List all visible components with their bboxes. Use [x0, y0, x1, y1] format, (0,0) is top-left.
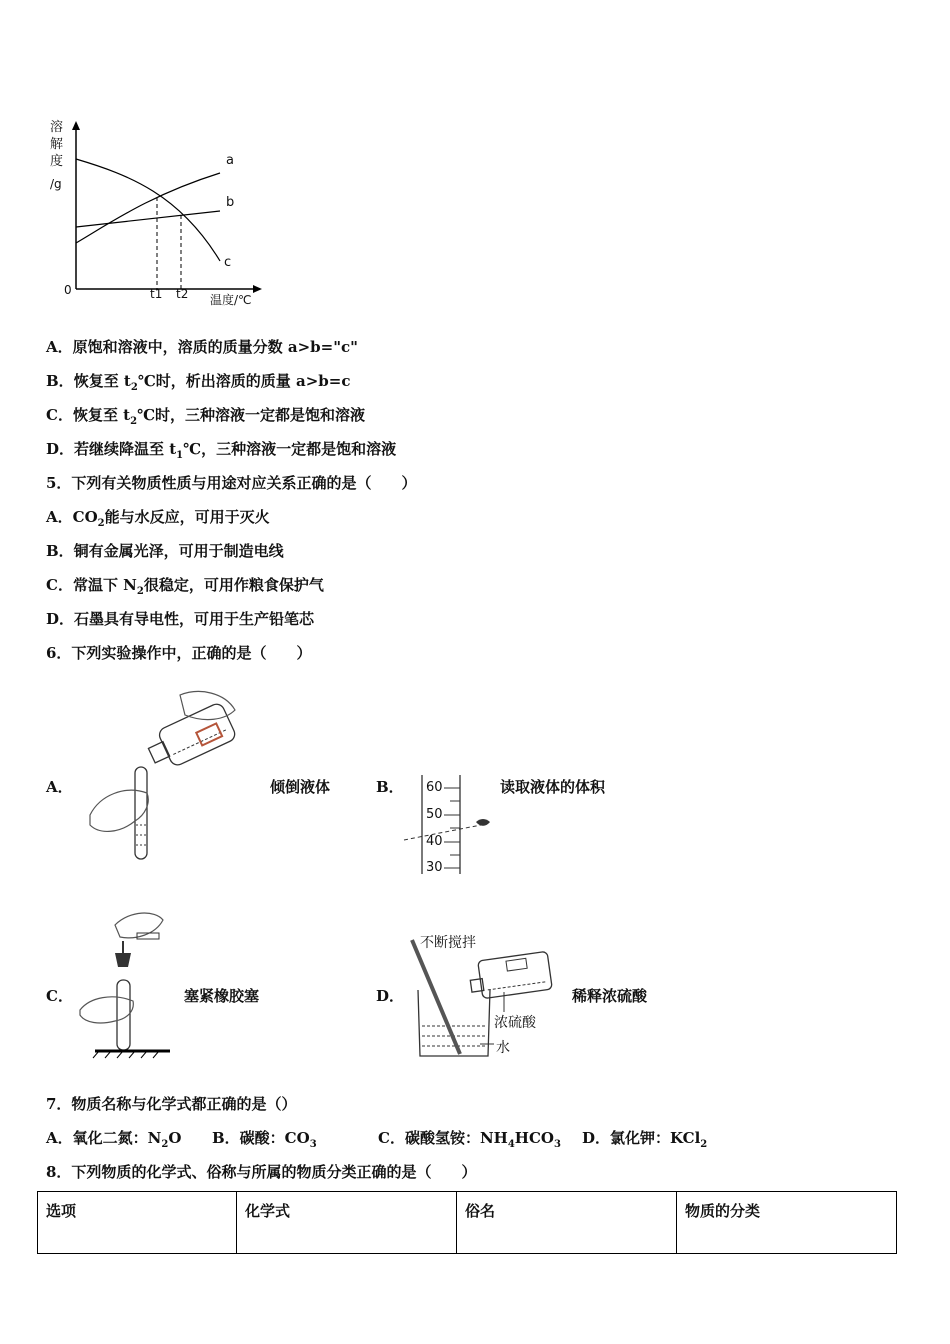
q7-option-a: A．氧化二氮：$N_2O$: [46, 1129, 182, 1150]
rubber-stopper-illustration: [75, 905, 175, 1060]
q6-stem: 6．下列实验操作中，正确的是（ ）: [46, 644, 312, 662]
table-header-row: [38, 1192, 897, 1254]
q5-option-c: C．常温下 $N_2$很稳定，可用作粮食保护气: [46, 576, 324, 597]
x-axis-arrow: [253, 285, 262, 293]
header-common-name: 俗名: [457, 1192, 677, 1254]
water-label: 水: [496, 1040, 510, 1056]
t1-label: t1: [150, 287, 163, 301]
q8-table: [37, 1191, 897, 1254]
q5-option-a: A．$CO_2$能与水反应，可用于灭火: [46, 508, 270, 529]
q7-option-c: C．碳酸氢铵：$NH_4HCO_3$: [378, 1129, 561, 1150]
q4-option-c: C．恢复至 $t_2℃$时，三种溶液一定都是饱和溶液: [46, 406, 366, 427]
cylinder-scale-50: 50: [426, 807, 443, 822]
curve-b: [76, 211, 220, 227]
dilute-acid-illustration: [400, 930, 560, 1060]
header-classification: 物质的分类: [677, 1192, 897, 1254]
q8-stem: 8．下列物质的化学式、俗称与所属的物质分类正确的是（ ）: [46, 1163, 477, 1181]
conc-acid-label: 浓硫酸: [494, 1015, 536, 1031]
header-option: 选项: [38, 1192, 237, 1254]
curve-a-label: a: [226, 153, 234, 168]
q4-option-d: D．若继续降温至 $t_1℃$，三种溶液一定都是饱和溶液: [46, 440, 397, 461]
q7-option-b: B．碳酸：$CO_3$: [212, 1129, 317, 1150]
solubility-graph: [40, 115, 270, 315]
q5-option-d: D．石墨具有导电性，可用于生产铅笔芯: [46, 610, 315, 628]
x-axis-label: 温度/℃: [210, 293, 252, 307]
header-formula: 化学式: [237, 1192, 457, 1254]
cylinder-scale-40: 40: [426, 834, 443, 849]
graduated-cylinder-svg: [400, 770, 500, 880]
q4-option-a: A．原饱和溶液中，溶质的质量分数 a>b="c": [46, 338, 358, 356]
curve-b-label: b: [226, 195, 235, 210]
q5-stem: 5．下列有关物质性质与用途对应关系正确的是（ ）: [46, 474, 417, 492]
q6-option-b-caption: 读取液体的体积: [500, 778, 606, 796]
q4-option-b: B．恢复至 $t_2℃$时，析出溶质的质量 a>b=c: [46, 372, 351, 393]
curve-c-label: c: [224, 255, 232, 270]
q6-option-a-letter: A．: [46, 778, 73, 796]
t2-label: t2: [176, 287, 189, 301]
q7-stem: 7．物质名称与化学式都正确的是（）: [46, 1095, 297, 1113]
q6-option-c-caption: 塞紧橡胶塞: [184, 987, 260, 1005]
pouring-liquid-illustration: [85, 685, 245, 865]
q6-option-d-caption: 稀释浓硫酸: [572, 987, 648, 1005]
q7-option-d: D．氯化钾：KCl$_2$: [582, 1129, 708, 1150]
pouring-liquid-svg: [85, 685, 245, 865]
q6-option-b-letter: B．: [376, 778, 404, 796]
origin-label: 0: [64, 283, 72, 297]
rubber-stopper-svg: [75, 905, 175, 1060]
graduated-cylinder-illustration: [400, 770, 500, 880]
solubility-graph-svg: [40, 115, 270, 315]
curve-c: [76, 159, 220, 261]
q6-option-c-letter: C．: [46, 987, 73, 1005]
curve-a: [76, 173, 220, 243]
q6-option-a-caption: 倾倒液体: [270, 778, 331, 796]
cylinder-scale-60: 60: [426, 780, 443, 795]
q5-option-b: B．铜有金属光泽，可用于制造电线: [46, 542, 284, 560]
y-axis-label: 溶 解 度: [50, 120, 64, 169]
stir-label: 不断搅拌: [420, 935, 476, 951]
y-axis-arrow: [72, 121, 80, 130]
q6-option-d-letter: D．: [376, 987, 405, 1005]
cylinder-scale-30: 30: [426, 860, 443, 875]
y-axis-unit: /g: [50, 177, 62, 191]
